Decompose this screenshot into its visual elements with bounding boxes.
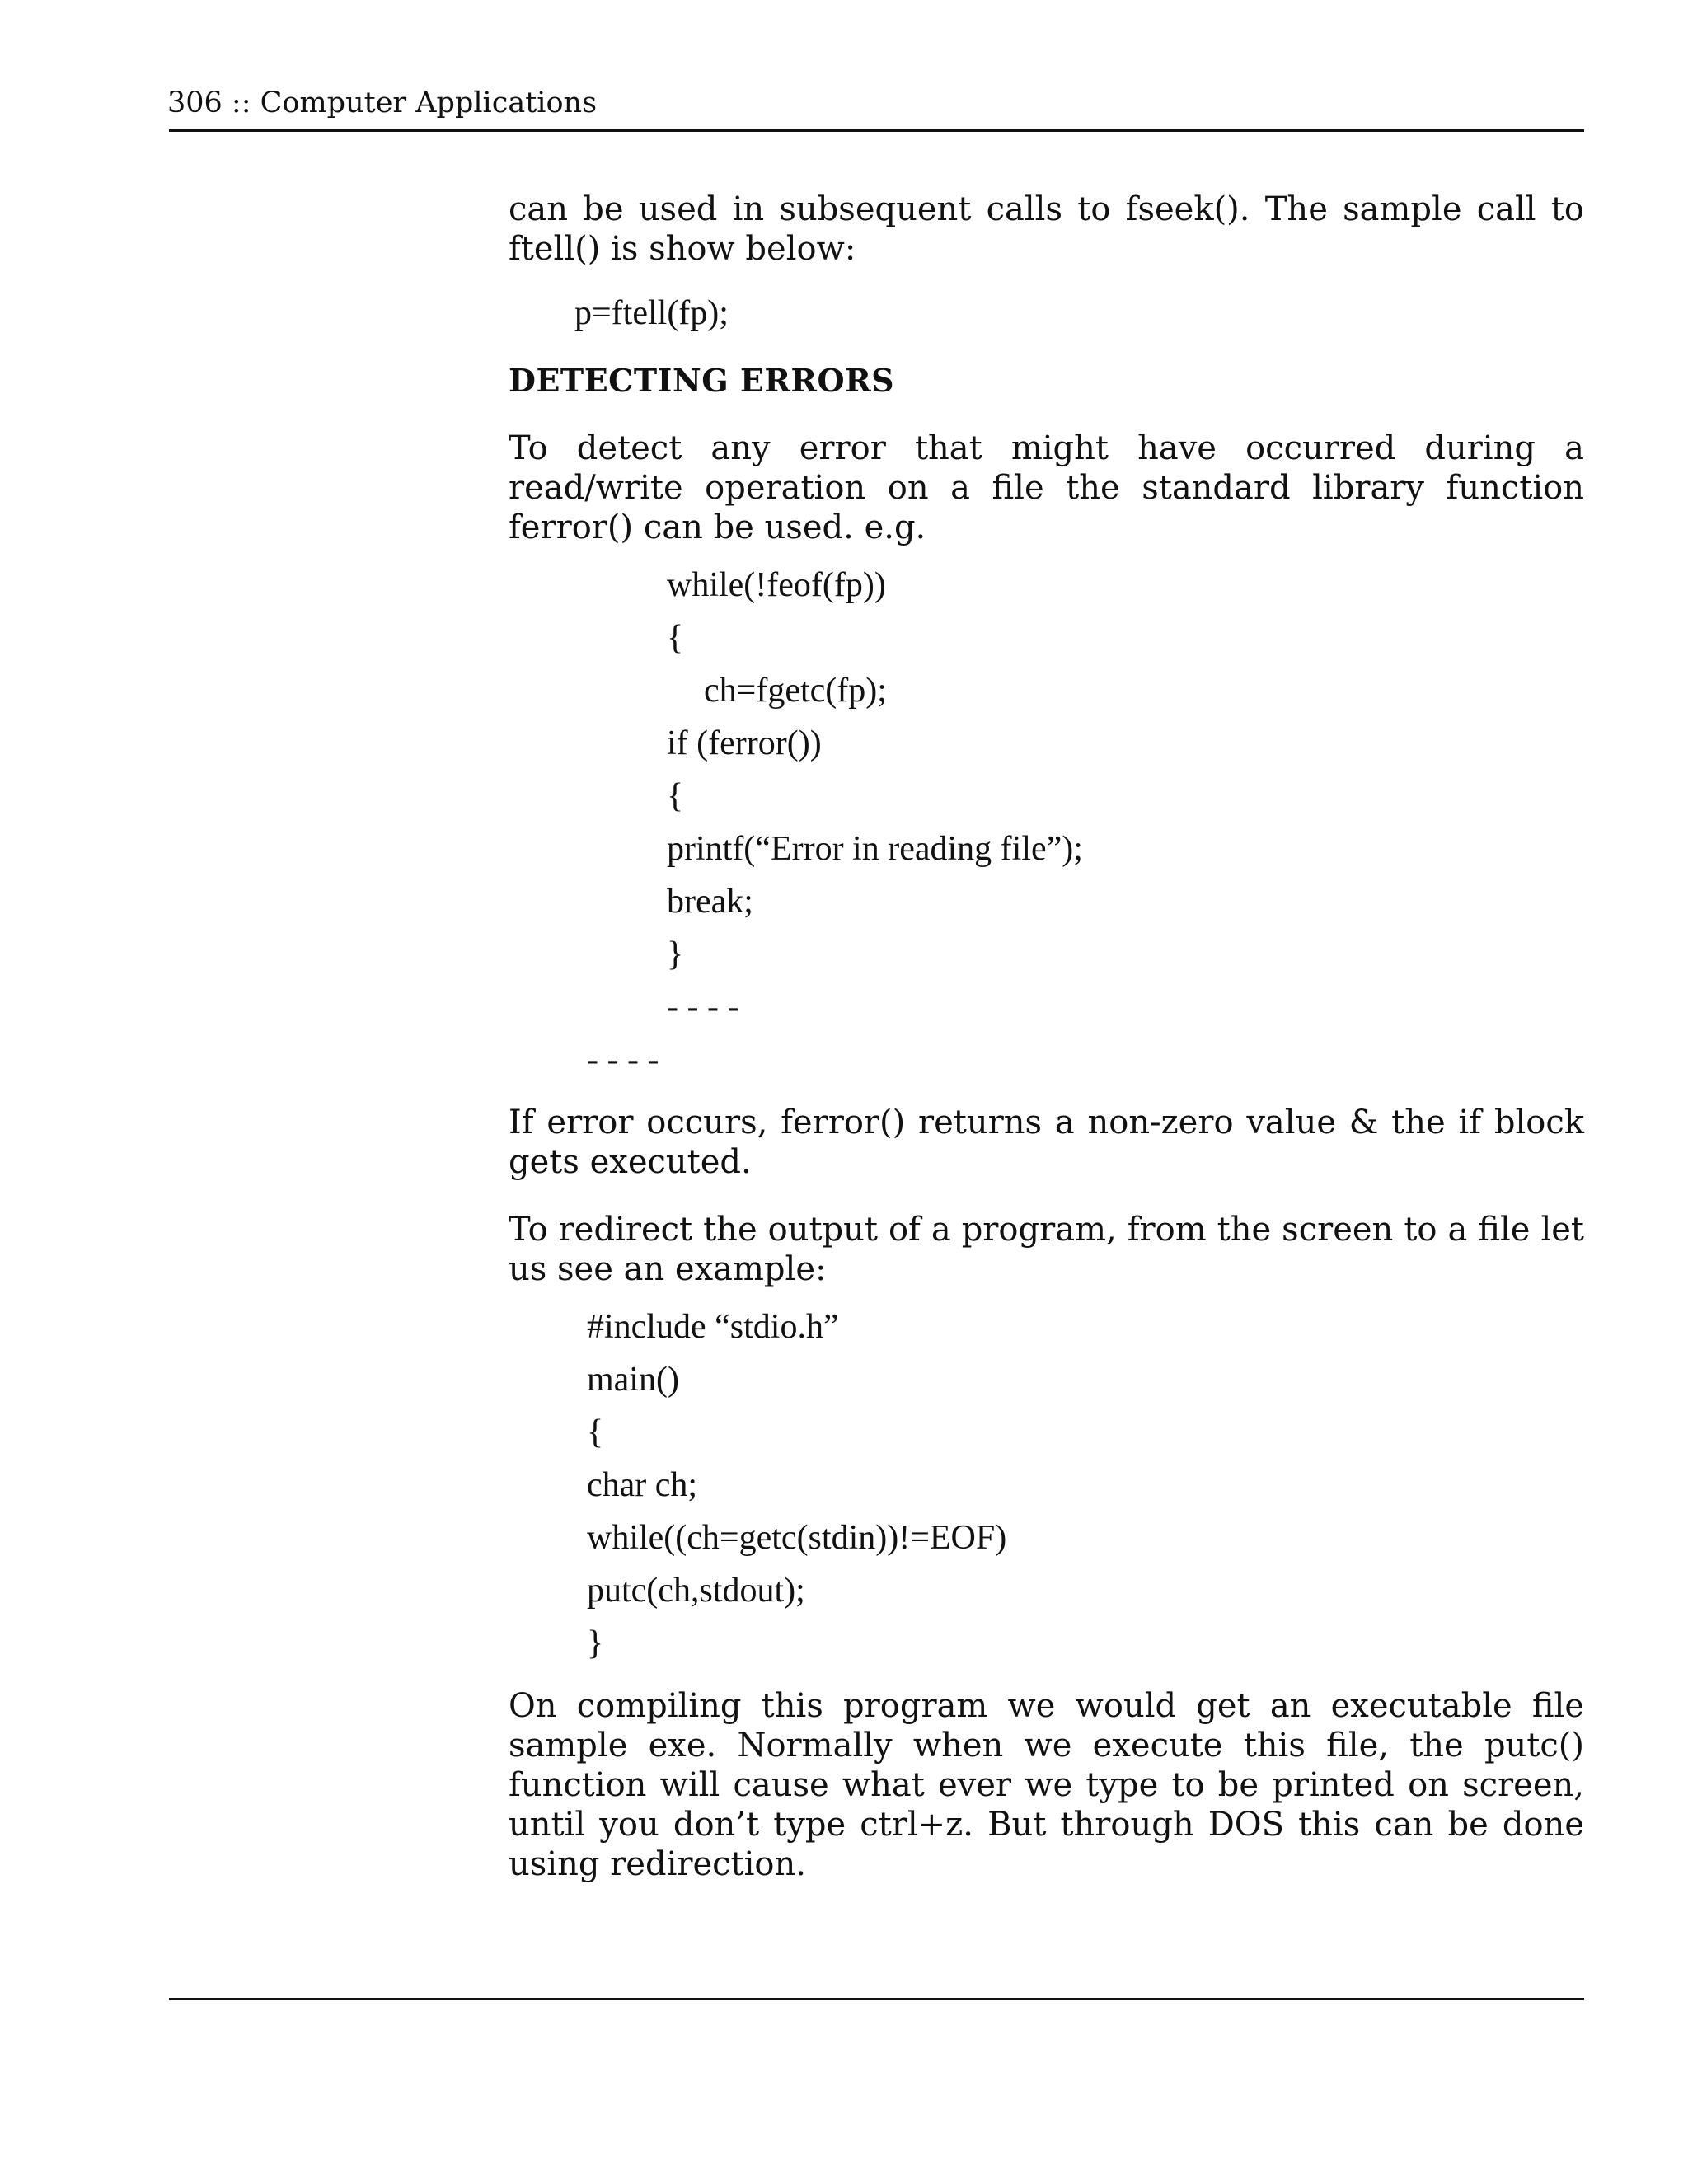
code-line: putc(ch,stdout); (587, 1572, 805, 1610)
footer-rule (169, 1998, 1584, 2000)
code-line: { (667, 619, 684, 657)
code-line: { (587, 1413, 604, 1451)
code-line: printf(“Error in reading file”); (667, 830, 1083, 868)
page-body (509, 190, 1584, 1884)
intro-paragraph: can be used in subsequent calls to fseek(). The sample call to ftell() is show below: (509, 190, 1584, 268)
ferror-paragraph: If error occurs, ferror() returns a non-zero value & the if block gets executed. (509, 1104, 1584, 1181)
code-line: ch=fgetc(fp); (704, 672, 887, 710)
redirect-paragraph: To redirect the output of a program, from the screen to a file let us see an example: (509, 1211, 1584, 1288)
closing-paragraph: On compiling this program we would get an executable file sample exe. Normally when we execute this file, the putc() function will cause what ever we type to be printed on screen, until you don’t type ctrl+z. But through DOS this can be done using redirection. (509, 1687, 1584, 1883)
code-line: #include “stdio.h” (587, 1308, 839, 1346)
running-header: 306 :: Computer Applications (167, 87, 598, 120)
code-line: - - - - (667, 988, 739, 1026)
code-line: { (667, 777, 684, 815)
code-line: } (667, 935, 684, 973)
redirect-code-block (509, 1301, 1584, 1670)
error-code-block (509, 559, 1584, 1086)
code-line: } (587, 1624, 604, 1662)
section-heading: DETECTING ERRORS (509, 362, 895, 399)
code-line: main() (587, 1361, 679, 1399)
code-line: if (ferror()) (667, 724, 822, 762)
code-line: char ch; (587, 1466, 698, 1504)
detect-paragraph: To detect any error that might have occurred during a read/write operation on a file the standard library function ferror() can be used. e.g. (509, 429, 1584, 546)
code-line: - - - - (587, 1041, 659, 1079)
code-line: while((ch=getc(stdin))!=EOF) (587, 1519, 1007, 1557)
header-rule (169, 129, 1584, 132)
ftell-example: p=ftell(fp); (574, 294, 729, 332)
code-line: while(!feof(fp)) (667, 566, 886, 604)
code-line: break; (667, 883, 753, 921)
